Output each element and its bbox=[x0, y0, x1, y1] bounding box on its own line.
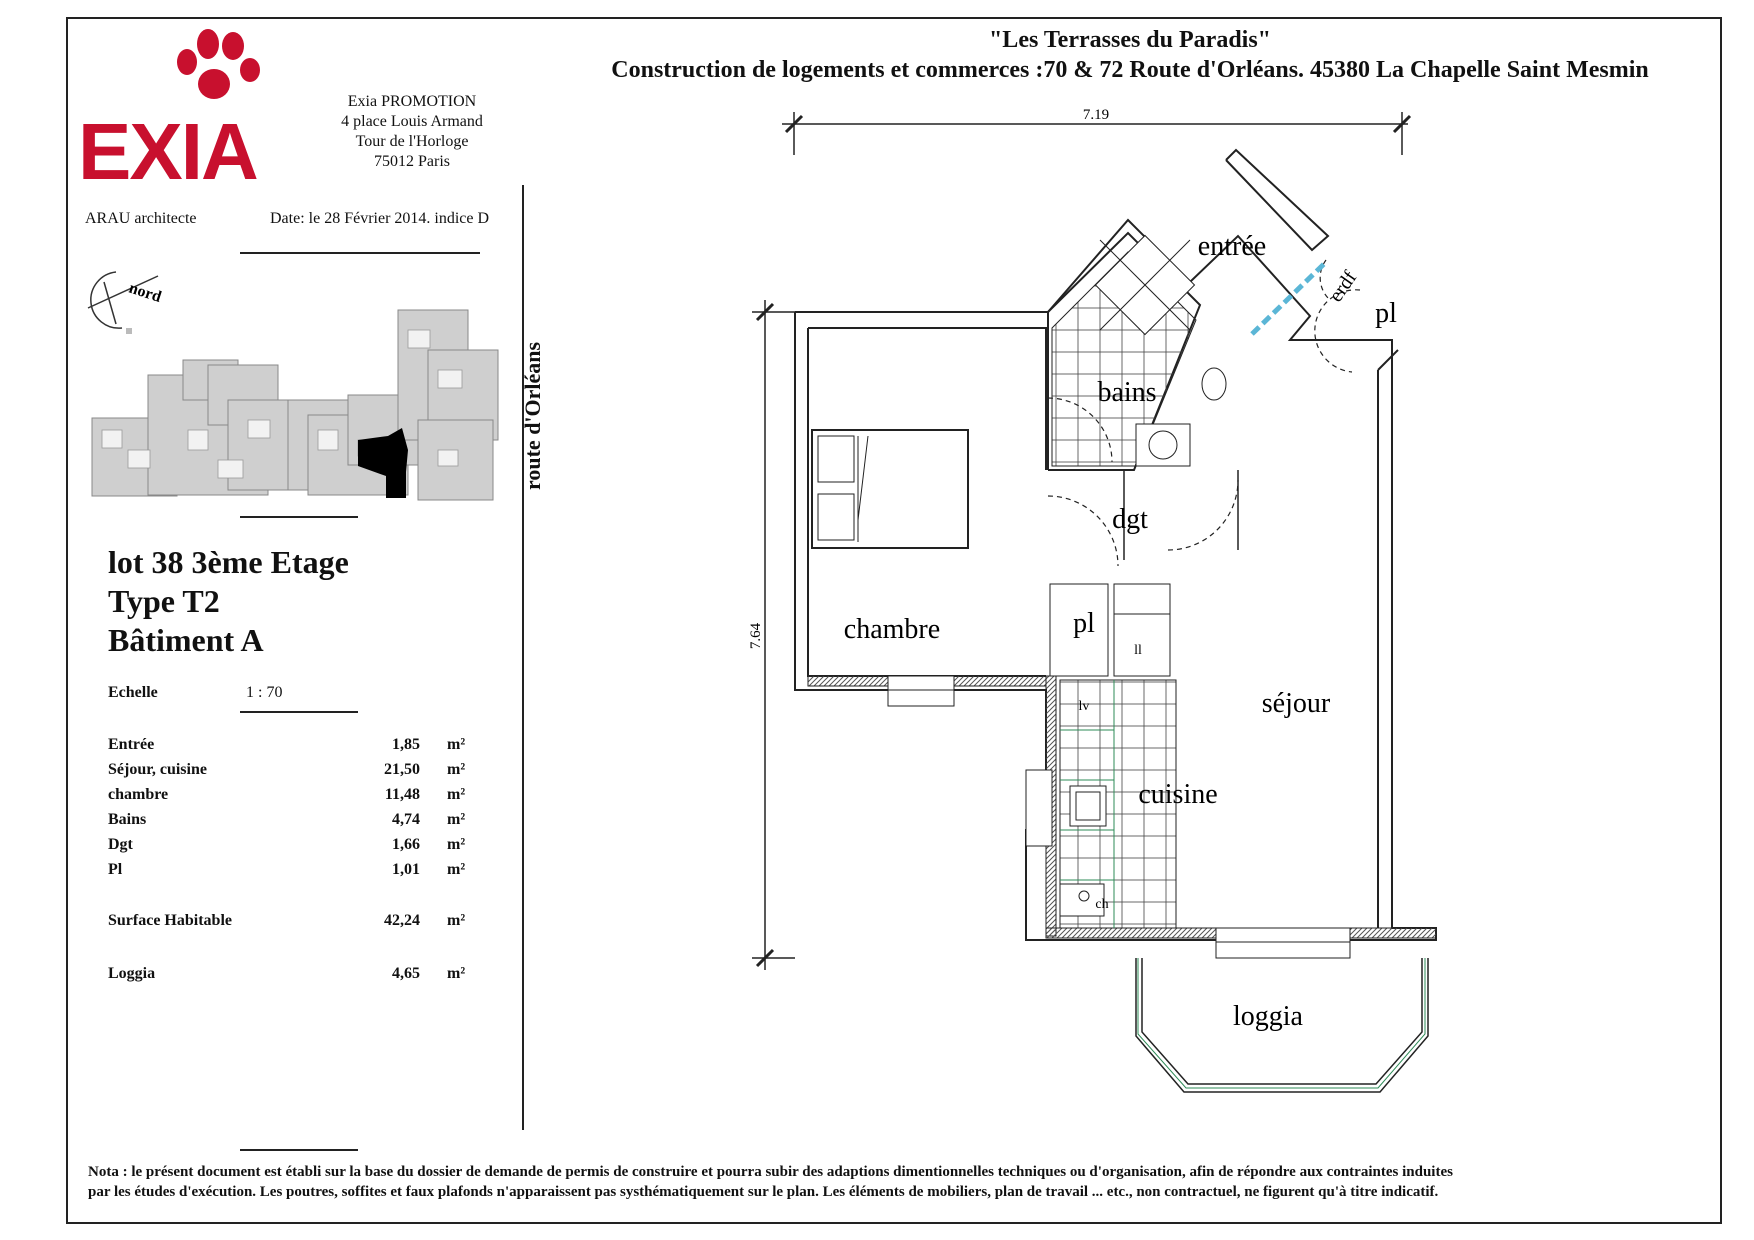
room-chambre: chambre bbox=[843, 614, 941, 645]
surface-value: 11,48 bbox=[384, 786, 420, 803]
nota-text bbox=[88, 1162, 1698, 1202]
surface-name: Séjour, cuisine bbox=[108, 761, 207, 778]
promoter-line: 75012 Paris bbox=[374, 153, 450, 170]
loggia-unit: m² bbox=[447, 965, 466, 982]
room-loggia: loggia bbox=[1233, 1001, 1303, 1032]
scale-value: 1 : 70 bbox=[246, 684, 283, 701]
room-cuisine: cuisine bbox=[1138, 779, 1218, 810]
room-sejour: séjour bbox=[1261, 688, 1331, 719]
surface-unit: m² bbox=[447, 786, 466, 803]
lot-number: lot 38 3ème Etage bbox=[108, 544, 349, 580]
total-name: Surface Habitable bbox=[108, 912, 232, 929]
lot-type: Type T2 bbox=[108, 583, 220, 619]
room-pl-hall: pl bbox=[1073, 608, 1095, 639]
architect-label: ARAU architecte bbox=[85, 210, 197, 227]
loggia-value: 4,65 bbox=[392, 965, 420, 982]
surface-name: Bains bbox=[108, 811, 147, 828]
room-bains: bains bbox=[1097, 377, 1157, 408]
promoter-line: 4 place Louis Armand bbox=[341, 113, 483, 130]
nota-line: Nota : le présent document est établi sur la base du dossier de demande de permis de construire et pourra subir des adaptions dimentionnelles techniques ou d'organisation, afin de répondre aux contraintes induites bbox=[88, 1164, 1453, 1180]
north-label: nord bbox=[126, 279, 164, 306]
surface-name: chambre bbox=[108, 786, 169, 803]
promoter-line: Tour de l'Horloge bbox=[355, 133, 469, 150]
project-subtitle: Construction de logements et commerces :70 & 72 Route d'Orléans. 45380 La Chapelle Saint Mesmin bbox=[611, 57, 1649, 83]
promoter-line: Exia PROMOTION bbox=[347, 93, 477, 110]
dimension-width-label: 7.19 bbox=[1082, 107, 1110, 123]
project-title: "Les Terrasses du Paradis" bbox=[988, 27, 1271, 53]
total-value: 42,24 bbox=[384, 912, 420, 929]
exia-logo-text: EXIA bbox=[78, 107, 257, 196]
surface-name: Entrée bbox=[108, 736, 155, 753]
road-label: route d'Orléans bbox=[520, 341, 545, 490]
surface-value: 21,50 bbox=[384, 761, 420, 778]
surface-unit: m² bbox=[447, 836, 466, 853]
surface-unit: m² bbox=[447, 811, 466, 828]
room-ch: ch bbox=[1095, 897, 1109, 912]
surface-unit: m² bbox=[447, 861, 466, 878]
room-ll: ll bbox=[1134, 643, 1142, 658]
room-pl-entry: pl bbox=[1375, 298, 1397, 329]
surface-name: Pl bbox=[108, 861, 123, 878]
loggia-name: Loggia bbox=[108, 965, 156, 982]
scale-label: Echelle bbox=[108, 684, 158, 701]
date-label: Date: le 28 Février 2014. indice D bbox=[270, 210, 490, 227]
total-unit: m² bbox=[447, 912, 466, 929]
lot-building: Bâtiment A bbox=[108, 622, 264, 658]
dimension-height-label: 7.64 bbox=[748, 622, 764, 650]
surface-unit: m² bbox=[447, 761, 466, 778]
surface-name: Dgt bbox=[108, 836, 133, 853]
nota-line: par les études d'exécution. Les poutres, soffites et faux plafonds n'apparaissent pas systhématiquement sur le plan. Les éléments de mobiliers, plan de travail ... etc., non contractuel, ne figurent qu'à titre indicatif. bbox=[88, 1184, 1439, 1200]
surface-value: 1,66 bbox=[392, 836, 420, 853]
surface-value: 1,01 bbox=[392, 861, 420, 878]
room-lv: lv bbox=[1078, 699, 1090, 714]
room-dgt: dgt bbox=[1112, 504, 1148, 535]
surface-value: 4,74 bbox=[392, 811, 420, 828]
room-erdf: erdf bbox=[1324, 267, 1362, 307]
surface-value: 1,85 bbox=[392, 736, 420, 753]
room-entree: entrée bbox=[1197, 231, 1267, 262]
surface-unit: m² bbox=[447, 736, 466, 753]
